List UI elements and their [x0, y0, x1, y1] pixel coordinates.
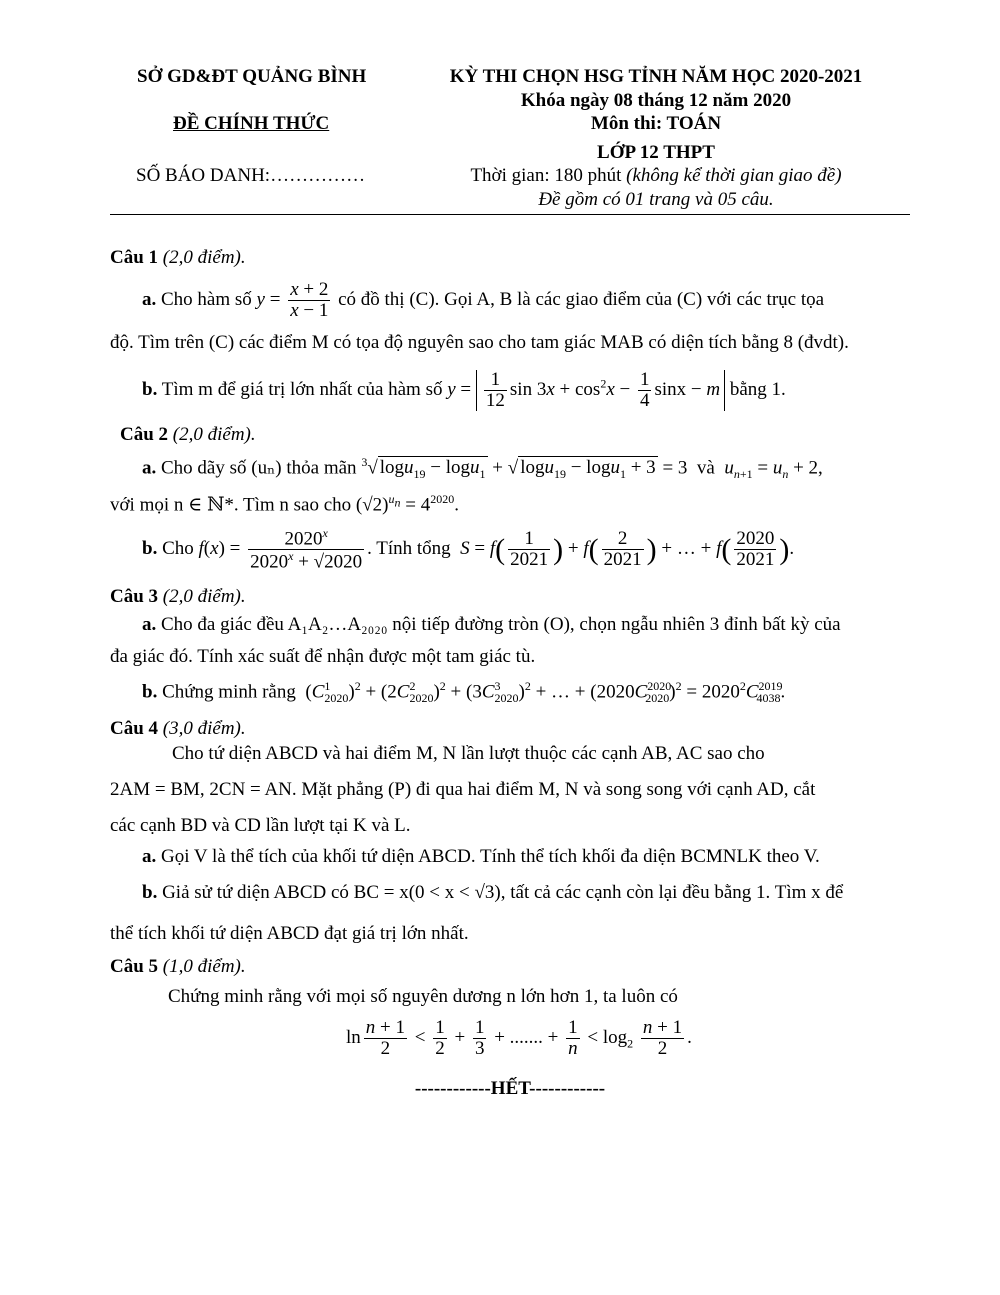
header-subject: Môn thi: TOÁN	[590, 113, 722, 134]
header-org: SỞ GD&ĐT QUẢNG BÌNH	[137, 66, 367, 87]
header-divider	[110, 214, 910, 215]
q5-text: Chứng minh rằng với mọi số nguyên dương n lớn hơn 1, ta luôn có	[168, 986, 678, 1007]
q3b-line: b. Chứng minh rằng $(C^1_{2020})^2 + (2C^2_{2020})^2 + (3C^3_{2020})^2$ + … + $(2020C^{2020}_{2020})^2 = 2020^2C^{2019}_{4038}$.	[142, 679, 786, 706]
q1a-fraction: $\frac{x + 2}{x - 1}$	[290, 279, 329, 321]
q4a-line: a. Gọi V là thể tích của khối tứ diện ABCD. Tính thể tích khối đa diện BCMNLK theo V.	[142, 846, 820, 867]
q4-intro3: các cạnh BD và CD lần lượt tại K và L.	[110, 815, 411, 836]
q4-intro2: 2AM = BM, 2CN = AN. Mặt phẳng (P) đi qua hai điểm M, N và song song với cạnh AD, cắt	[110, 779, 816, 800]
q4-intro1: Cho tứ diện ABCD và hai điểm M, N lần lượt thuộc các cạnh AB, AC sao cho	[172, 743, 765, 764]
footer-end: ------------HẾT------------	[414, 1078, 606, 1099]
q3a-line2: đa giác đó. Tính xác suất để nhận được một tam giác tù.	[110, 646, 536, 667]
header-grade: LỚP 12 THPT	[597, 142, 715, 163]
q4b-line1: b. Giả sử tứ diện ABCD có BC = x(0 < x < √3), tất cả các cạnh còn lại đều bằng 1. Tìm x để	[142, 882, 844, 903]
q2-heading: Câu 2 (2,0 điểm).	[120, 424, 256, 445]
header-time: Thời gian: 180 phút (không kể thời gian giao đề)	[470, 165, 842, 186]
q2a-line2: với mọi n ∈ ℕ*. Tìm n sao cho $(√2)^{u_n} = 4^{2020}$.	[110, 492, 459, 516]
q3a-line1: a. Cho đa giác đều A₁A₂…A₂₀₂₀ nội tiếp đường tròn (O), chọn ngẫu nhiên 3 đỉnh bất kỳ của	[142, 614, 841, 635]
header-date: Khóa ngày 08 tháng 12 năm 2020	[520, 90, 792, 111]
q4-heading: Câu 4 (3,0 điểm).	[110, 718, 246, 739]
q2b-line: b. Cho f(x) = $\frac{2020^x}{2020^x + √2020}$ . Tính tổng S = f( $\frac{1}{2021}$ ) + f( $\frac{2}{2021}$ ) + … + f( $\frac{2020}{2021}$ ).	[142, 526, 795, 573]
q1b-line: b. Tìm m để giá trị lớn nhất của hàm số y = $\frac{1}{12}$ $\sin 3x + \cos^2x$ − $\frac{1}{4}$ sinx − m bằng 1.	[142, 369, 786, 411]
q2a-line1: a. Cho dãy số (uₙ) thỏa mãn $^3$√ logu$_{19}$ − logu$_1$ + √ logu$_{19}$ − logu$_1$ + 3 = 3 và $u_{n+1} = u_n + 2$,	[142, 455, 823, 482]
q5-heading: Câu 5 (1,0 điểm).	[110, 956, 246, 977]
header-sbd: SỐ BÁO DANH:……………	[136, 165, 366, 186]
header-pages: Đề gồm có 01 trang và 05 câu.	[538, 189, 774, 210]
q5-inequality: ln $\frac{n + 1}{2}$ < $\frac{1}{2}$ + $\frac{1}{3}$ + ....... + $\frac{1}{n}$ < $\log_2$ $\frac{n + 1}{2}$ .	[346, 1017, 692, 1059]
header-exam: KỲ THI CHỌN HSG TỈNH NĂM HỌC 2020-2021	[449, 66, 863, 87]
q3-heading: Câu 3 (2,0 điểm).	[110, 586, 246, 607]
q4b-line2: thể tích khối tứ diện ABCD đạt giá trị lớn nhất.	[110, 923, 469, 944]
q1-heading: Câu 1 (2,0 điểm).	[110, 247, 246, 268]
q1a-line2: độ. Tìm trên (C) các điểm M có tọa độ nguyên sao cho tam giác MAB có diện tích bằng 8 (đvdt).	[110, 332, 849, 353]
q1a-line1: a. Cho hàm số y = $\frac{x + 2}{x - 1}$ có đồ thị (C). Gọi A, B là các giao điểm của (C) với các trục tọa	[142, 279, 825, 321]
header-official: ĐỀ CHÍNH THỨC	[173, 113, 330, 134]
q1b-abs-expression: $\frac{1}{12}$ $\sin 3x + \cos^2x$ − $\frac{1}{4}$ sinx − m	[476, 370, 725, 411]
